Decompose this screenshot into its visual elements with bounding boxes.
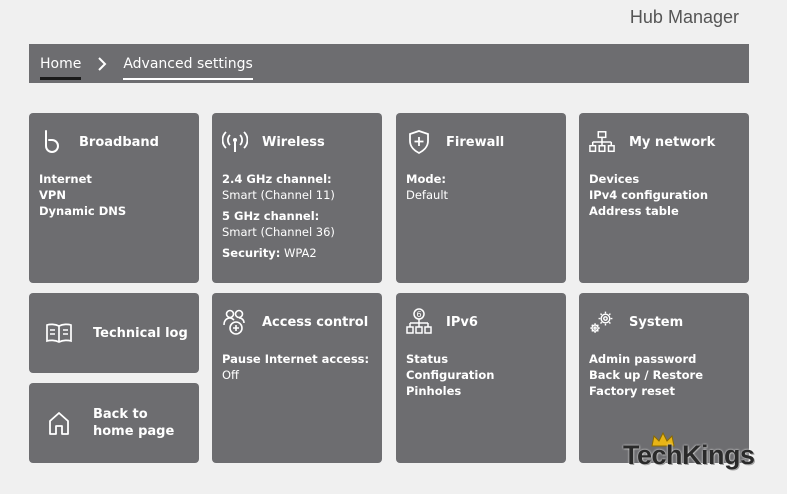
wireless-5ghz-value: Smart (Channel 36) [222, 225, 335, 239]
my-network-link-devices[interactable]: Devices [589, 172, 640, 186]
my-network-link-address-table[interactable]: Address table [589, 204, 679, 218]
my-network-title: My network [629, 134, 716, 150]
access-control-pause-label: Pause Internet access: [222, 352, 370, 366]
wireless-security-label: Security: [222, 246, 281, 260]
watermark-text: TechKings [623, 440, 755, 470]
ipv6-tile[interactable] [396, 293, 566, 463]
wireless-24ghz-label: 2.4 GHz channel: [222, 172, 332, 186]
my-network-link-ipv4[interactable]: IPv4 configuration [589, 188, 709, 202]
access-control-title: Access control [262, 314, 369, 330]
technical-log-title: Technical log [93, 325, 188, 341]
broadband-link-vpn[interactable]: VPN [39, 188, 66, 202]
wireless-security [222, 245, 372, 261]
firewall-mode-label: Mode: [406, 172, 446, 186]
breadcrumb [29, 44, 749, 83]
access-control-pause-value: Off [222, 368, 239, 382]
firewall-title: Firewall [446, 134, 505, 150]
ipv6-link-status[interactable]: Status [406, 352, 449, 366]
system-link-backup-restore[interactable]: Back up / Restore [589, 368, 703, 382]
wireless-24ghz-value: Smart (Channel 11) [222, 188, 335, 202]
shield-plus-icon [406, 128, 432, 156]
ipv6-network-icon [406, 308, 432, 336]
back-home-tile[interactable] [29, 383, 199, 463]
wireless-tile[interactable] [212, 113, 382, 283]
breadcrumb-home[interactable]: Home [40, 44, 81, 83]
ipv6-link-pinholes[interactable]: Pinholes [406, 384, 462, 398]
access-control-tile[interactable] [212, 293, 382, 463]
firewall-mode-value: Default [406, 188, 449, 202]
people-plus-icon [222, 308, 248, 336]
network-tree-icon [589, 128, 615, 156]
house-icon [45, 409, 73, 437]
system-title: System [629, 314, 684, 330]
access-control-pause [222, 351, 372, 383]
firewall-tile[interactable] [396, 113, 566, 283]
wireless-title: Wireless [262, 134, 325, 150]
wireless-5ghz-label: 5 GHz channel: [222, 209, 320, 223]
broadband-link-internet[interactable]: Internet [39, 172, 92, 186]
open-book-icon [45, 319, 73, 347]
ipv6-icon-digit: 6 [416, 310, 422, 319]
app-title: Hub Manager [629, 7, 739, 27]
back-home-line2: home page [93, 424, 175, 439]
ipv6-title: IPv6 [446, 314, 478, 330]
chevron-right-icon [97, 57, 107, 71]
broadband-title: Broadband [79, 134, 159, 150]
system-link-factory-reset[interactable]: Factory reset [589, 384, 675, 398]
broadband-tile[interactable] [29, 113, 199, 283]
breadcrumb-advanced-settings[interactable]: Advanced settings [123, 44, 252, 83]
broadband-b-icon [39, 128, 65, 156]
back-home-title [93, 406, 174, 440]
system-link-admin-password[interactable]: Admin password [589, 352, 697, 366]
gears-icon [589, 308, 615, 336]
my-network-tile[interactable] [579, 113, 749, 283]
broadband-link-dynamic-dns[interactable]: Dynamic DNS [39, 204, 127, 218]
technical-log-tile[interactable] [29, 293, 199, 373]
ipv6-link-configuration[interactable]: Configuration [406, 368, 495, 382]
wireless-security-value: WPA2 [283, 246, 317, 260]
back-home-line1: Back to [93, 407, 148, 422]
wireless-antenna-icon [222, 128, 248, 156]
